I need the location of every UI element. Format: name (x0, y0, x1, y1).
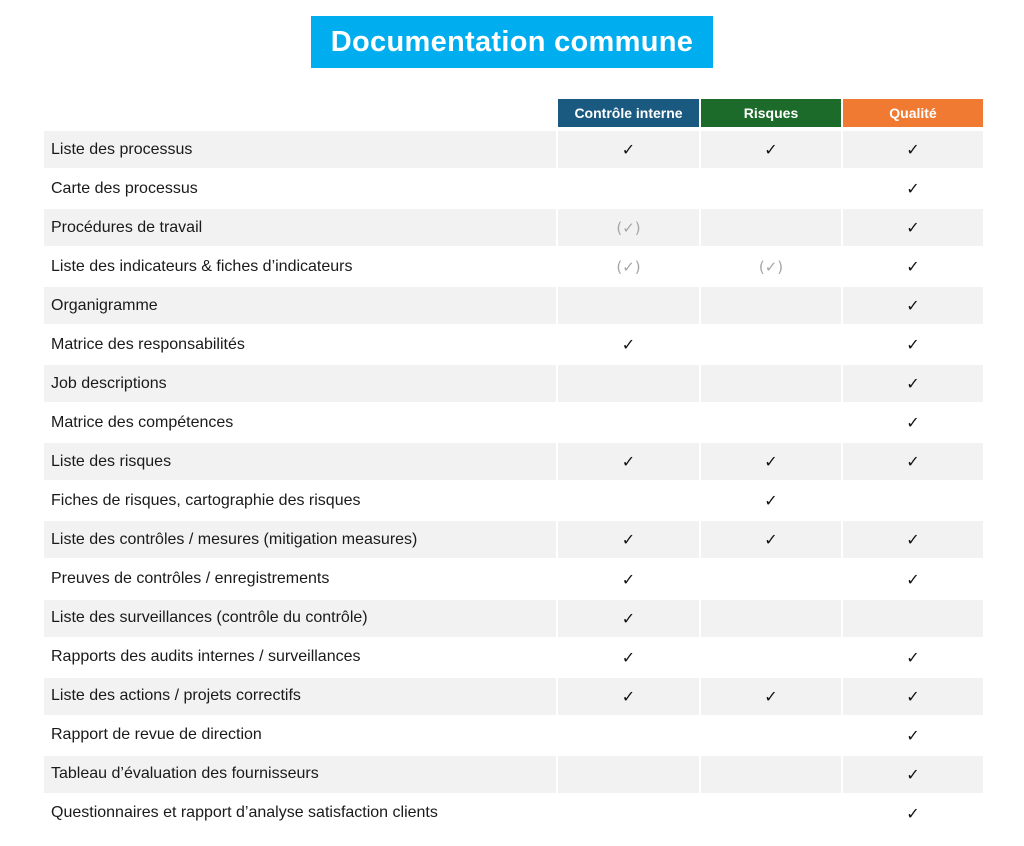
cell-controle-interne (558, 482, 699, 519)
table-row (44, 365, 983, 402)
cell-risques (701, 795, 841, 832)
row-label: Liste des contrôles / mesures (mitigation measures) (44, 521, 556, 558)
table-row (44, 209, 983, 246)
row-label: Matrice des responsabilités (51, 335, 245, 353)
cell-risques (701, 521, 841, 558)
row-label: Procédures de travail (44, 209, 556, 246)
cell-qualite (843, 248, 983, 285)
cell-risques (701, 756, 841, 793)
checkmark-icon: ✓ (621, 530, 636, 550)
cell-risques (701, 600, 841, 637)
checkmark-icon: ✓ (621, 686, 636, 706)
partial-checkmark-icon: (✓) (616, 257, 641, 276)
table-row (44, 639, 983, 676)
checkmark-icon: ✓ (906, 764, 920, 784)
row-label: Job descriptions (44, 365, 556, 402)
row-label: Carte des processus (51, 179, 198, 197)
cell-qualite (843, 561, 983, 598)
cell-controle-interne (558, 717, 699, 754)
cell-risques (701, 482, 841, 519)
table-row (44, 795, 983, 832)
checkmark-icon: ✓ (906, 218, 920, 238)
row-label: Liste des processus (44, 131, 556, 168)
checkmark-icon: ✓ (906, 569, 920, 589)
table-row (44, 717, 983, 754)
checkmark-icon: ✓ (764, 491, 778, 511)
checkmark-icon: ✓ (906, 296, 920, 316)
cell-qualite (843, 326, 983, 363)
table-row (44, 287, 983, 324)
checkmark-icon: ✓ (764, 530, 778, 550)
cell-risques (701, 131, 841, 168)
cell-controle-interne (558, 404, 699, 441)
cell-controle-interne (558, 678, 699, 715)
row-label: Liste des actions / projets correctifs (44, 678, 556, 715)
cell-controle-interne (558, 170, 699, 207)
checkmark-icon: ✓ (764, 686, 778, 706)
cell-risques (701, 365, 841, 402)
column-header-risques: Risques (701, 99, 841, 127)
checkmark-icon: ✓ (621, 452, 636, 472)
checkmark-icon: ✓ (621, 647, 636, 667)
checkmark-icon: ✓ (906, 335, 920, 355)
cell-qualite (843, 404, 983, 441)
checkmark-icon: ✓ (621, 608, 636, 628)
partial-checkmark-icon: (✓) (758, 257, 784, 276)
cell-controle-interne (558, 443, 699, 480)
checkmark-icon: ✓ (906, 803, 920, 823)
cell-controle-interne (558, 600, 699, 637)
checkmark-icon: ✓ (906, 374, 920, 394)
table-row (44, 482, 983, 519)
row-label: Questionnaires et rapport d’analyse satisfaction clients (51, 804, 438, 822)
table-row (44, 678, 983, 715)
cell-qualite (843, 717, 983, 754)
documentation-table (44, 131, 983, 834)
checkmark-icon: ✓ (906, 647, 920, 667)
cell-qualite (843, 521, 983, 558)
checkmark-icon: ✓ (621, 140, 636, 159)
table-row (44, 521, 983, 558)
cell-risques (701, 639, 841, 676)
cell-risques (701, 404, 841, 441)
row-label: Preuves de contrôles / enregistrements (51, 570, 330, 588)
checkmark-icon: ✓ (621, 335, 636, 355)
table-row (44, 443, 983, 480)
cell-risques (701, 717, 841, 754)
page-title: Documentation commune (311, 16, 713, 68)
column-header-qualite: Qualité (843, 99, 983, 127)
table-row (44, 248, 983, 285)
cell-risques (701, 678, 841, 715)
row-label: Liste des surveillances (contrôle du contrôle) (44, 600, 556, 637)
cell-risques (701, 248, 841, 285)
cell-qualite (843, 170, 983, 207)
cell-controle-interne (558, 326, 699, 363)
checkmark-icon: ✓ (621, 569, 636, 589)
row-label: Matrice des compétences (51, 413, 234, 431)
cell-risques (701, 561, 841, 598)
row-label: Fiches de risques, cartographie des risques (51, 491, 361, 509)
cell-controle-interne (558, 756, 699, 793)
row-label: Liste des risques (44, 443, 556, 480)
cell-qualite (843, 678, 983, 715)
table-row (44, 600, 983, 637)
cell-risques (701, 443, 841, 480)
column-header-controle-interne: Contrôle interne (558, 99, 699, 127)
checkmark-icon: ✓ (906, 725, 920, 745)
cell-risques (701, 326, 841, 363)
checkmark-icon: ✓ (906, 686, 920, 706)
cell-controle-interne (558, 521, 699, 558)
table-row (44, 404, 983, 441)
row-label: Organigramme (44, 287, 556, 324)
table-row (44, 756, 983, 793)
row-label: Rapports des audits internes / surveillances (51, 648, 361, 666)
cell-qualite (843, 482, 983, 519)
checkmark-icon: ✓ (906, 179, 920, 199)
cell-risques (701, 287, 841, 324)
checkmark-icon: ✓ (764, 140, 778, 159)
cell-controle-interne (558, 365, 699, 402)
cell-controle-interne (558, 209, 699, 246)
cell-qualite (843, 795, 983, 832)
cell-qualite (843, 600, 983, 637)
cell-risques (701, 170, 841, 207)
cell-controle-interne (558, 561, 699, 598)
cell-qualite (843, 365, 983, 402)
cell-risques (701, 209, 841, 246)
cell-qualite (843, 443, 983, 480)
cell-controle-interne (558, 248, 699, 285)
table-row (44, 561, 983, 598)
table-row (44, 131, 983, 168)
cell-qualite (843, 209, 983, 246)
cell-qualite (843, 756, 983, 793)
cell-controle-interne (558, 287, 699, 324)
checkmark-icon: ✓ (906, 140, 920, 159)
cell-controle-interne (558, 131, 699, 168)
row-label: Tableau d’évaluation des fournisseurs (44, 756, 556, 793)
cell-qualite (843, 639, 983, 676)
row-label: Liste des indicateurs & fiches d’indicateurs (51, 257, 353, 275)
cell-controle-interne (558, 639, 699, 676)
checkmark-icon: ✓ (906, 257, 920, 277)
table-row (44, 170, 983, 207)
cell-controle-interne (558, 795, 699, 832)
table-row (44, 326, 983, 363)
checkmark-icon: ✓ (906, 413, 920, 433)
cell-qualite (843, 131, 983, 168)
checkmark-icon: ✓ (906, 530, 920, 550)
checkmark-icon: ✓ (906, 452, 920, 472)
row-label: Rapport de revue de direction (51, 726, 262, 744)
partial-checkmark-icon: (✓) (616, 218, 641, 237)
cell-qualite (843, 287, 983, 324)
checkmark-icon: ✓ (764, 452, 778, 472)
